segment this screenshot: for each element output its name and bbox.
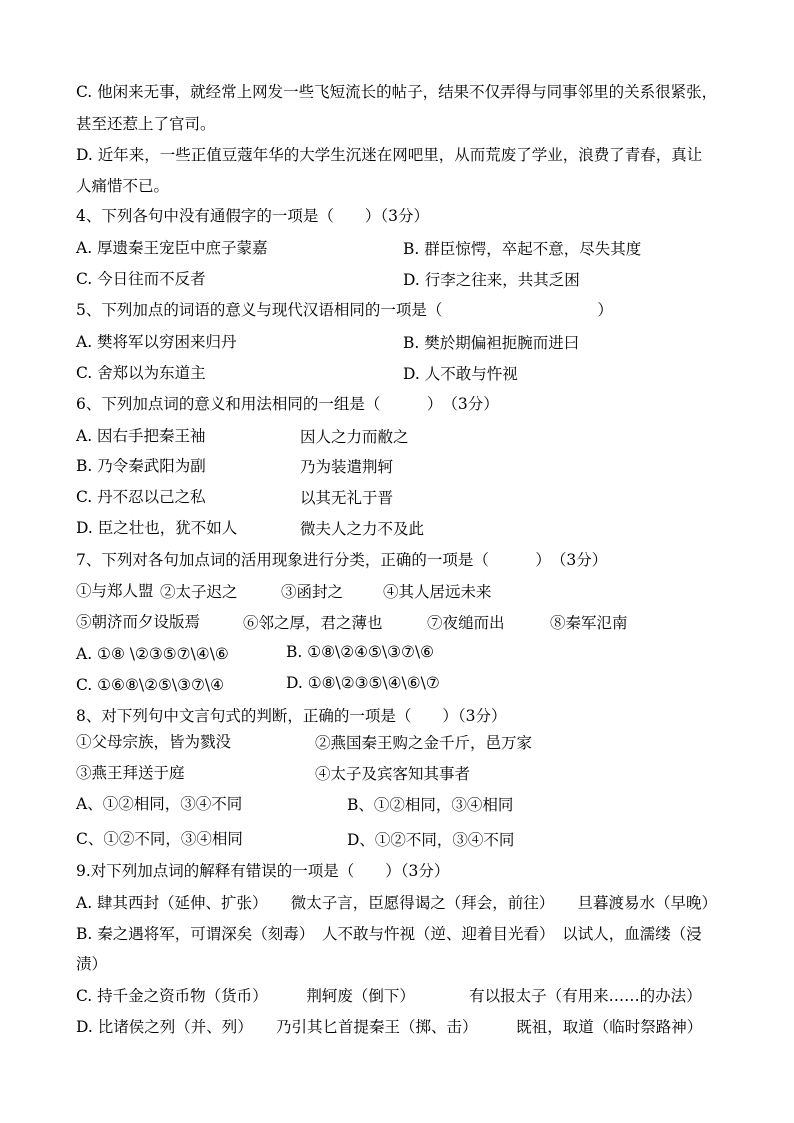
q7-option-b: B. ①⑧\②④⑤\③⑦\⑥	[286, 643, 435, 661]
q7-item-7: ⑦夜缒而出	[427, 614, 505, 632]
q6-option-b-left: B. 乃令秦武阳为副	[76, 457, 206, 475]
q4-option-b: B. 群臣惊愕，卒起不意，尽失其度	[403, 240, 642, 258]
q8-option-d: D、①②不同，③④不同	[347, 831, 515, 849]
q6-option-c-left: C. 丹不忍以己之私	[76, 488, 206, 506]
q7-option-a: A. ①⑧ \②③⑤⑦\④\⑥	[76, 645, 229, 663]
q8-option-c: C、①②不同，③④相同	[76, 830, 243, 848]
q7-option-c: C. ①⑥⑧\②⑤\③⑦\④	[76, 676, 224, 694]
q6-option-b-right: 乃为装遣荆轲	[300, 458, 394, 476]
q3-option-c-line2: 甚至还惹上了官司。	[76, 115, 216, 133]
q7-item-8: ⑧秦军氾南	[550, 614, 628, 632]
q7-item-6: ⑥邻之厚，君之薄也	[243, 614, 383, 632]
q7-stem: 7、下列对各句加点词的活用现象进行分类，正确的一项是（ ） （3分）	[76, 551, 608, 569]
q9-stem: 9.对下列加点词的解释有错误的一项是（ ）（3分）	[76, 862, 450, 880]
q9-option-d: D. 比诸侯之列（并、列） 乃引其匕首提秦王（掷、击） 既祖，取道（临时祭路神）	[76, 1018, 703, 1036]
q3-option-d-line2: 人痛惜不已。	[76, 177, 170, 195]
q8-option-a: A、①②相同，③④不同	[76, 795, 243, 813]
q9-option-b-line2: 渍）	[76, 955, 108, 973]
q4-option-d: D. 行李之往来，共其乏困	[403, 271, 580, 289]
q4-option-a: A. 厚遗秦王宠臣中庶子蒙嘉	[76, 239, 268, 257]
q8-stem: 8、对下列句中文言句式的判断，正确的一项是（ ）（3分）	[76, 707, 507, 725]
q5-option-c: C. 舍郑以为东道主	[76, 364, 206, 382]
q5-option-a: A. 樊将军以穷困来归丹	[76, 333, 237, 351]
q6-stem: 6、下列加点词的意义和用法相同的一组是（ ） （3分）	[76, 395, 499, 413]
q3-option-d-line1: D. 近年来，一些正值豆蔻年华的大学生沉迷在网吧里，从而荒废了学业，浪费了青春，真让	[76, 146, 703, 164]
q9-option-b-line1: B. 秦之遇将军，可谓深矣（刻毒） 人不敢与忤视（逆、迎着目光看） 以试人，血濡缕（浸	[76, 925, 702, 943]
q6-option-d-right: 微夫人之力不及此	[300, 520, 425, 538]
q5-stem: 5、下列加点的词语的意义与现代汉语相同的一项是（ ）	[76, 301, 613, 319]
q8-sentence-1: ①父母宗族，皆为戮没	[76, 733, 232, 751]
q9-option-c: C. 持千金之资币物（货币） 荆轲废（倒下） 有以报太子（有用来……的办法）	[76, 987, 702, 1005]
q7-item-4: ④其人居远未来	[383, 583, 492, 601]
q7-item-2: ②太子迟之	[160, 583, 238, 601]
q5-option-b: B. 樊於期偏袒扼腕而进曰	[403, 334, 580, 352]
q4-stem: 4、下列各句中没有通假字的一项是（ ）（3分）	[76, 207, 429, 225]
q4-option-c: C. 今日往而不反者	[76, 270, 206, 288]
q6-option-a-right: 因人之力而敝之	[300, 428, 409, 446]
q6-option-d-left: D. 臣之壮也，犹不如人	[76, 519, 238, 537]
q9-option-a: A. 肆其西封（延伸、扩张） 微太子言，臣愿得谒之（拜会，前往） 旦暮渡易水（早晚）	[76, 894, 718, 912]
q7-item-5: ⑤朝济而夕设版焉	[76, 613, 201, 631]
q7-option-d: D. ①⑧\②③⑤\④\⑥\⑦	[286, 674, 440, 692]
q6-option-c-right: 以其无礼于晋	[300, 489, 394, 507]
q5-option-d: D. 人不敢与忤视	[403, 365, 518, 383]
q8-sentence-4: ④太子及宾客知其事者	[315, 765, 471, 783]
q8-sentence-2: ②燕国秦王购之金千斤，邑万家	[315, 734, 533, 752]
q8-sentence-3: ③燕王拜送于庭	[76, 764, 185, 782]
q3-option-c-line1: C. 他闲来无事，就经常上网发一些飞短流长的帖子，结果不仅弄得与同事邻里的关系很紧张，	[76, 83, 718, 101]
q7-item-3: ③函封之	[281, 583, 344, 601]
q6-option-a-left: A. 因右手把秦王袖	[76, 427, 206, 445]
q7-item-1: ①与郑人盟	[76, 582, 154, 600]
q8-option-b: B、①②相同，③④相同	[347, 796, 514, 814]
